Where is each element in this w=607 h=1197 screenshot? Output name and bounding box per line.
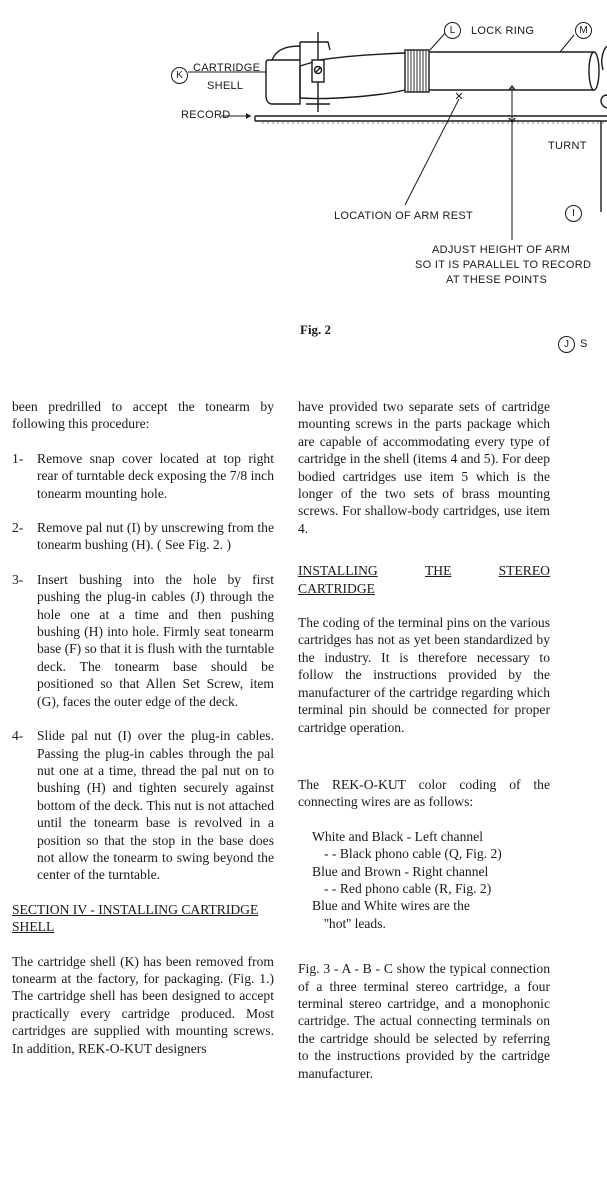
adjust-label-3: AT THESE POINTS	[446, 274, 548, 286]
callout-i: I	[565, 205, 582, 222]
wire-line: Blue and White wires are the	[312, 898, 470, 914]
step-text: Remove pal nut (I) by unscrewing from the tonearm bushing (H). ( See Fig. 2. )	[37, 520, 274, 553]
stereo-heading	[298, 562, 550, 597]
record-label: RECORD	[181, 109, 231, 121]
fig-caption: Fig. 2	[300, 322, 332, 337]
step-number: 2-	[12, 520, 24, 536]
step-number: 1-	[12, 450, 24, 466]
stereo-heading-word: CARTRIDGE	[298, 580, 375, 596]
coding-paragraph: The coding of the terminal pins on the various cartridges has not as yet been standardized by the industry. It is therefore necessary to follow the instructions provided by the manufacturer of the cartridge regarding which terminal pin should be connected for proper cartridge operation.	[298, 615, 550, 735]
stereo-heading-word: STEREO	[498, 563, 550, 579]
fig3-paragraph: Fig. 3 - A - B - C show the typical connection of a three terminal stereo cartridge, a four terminal stereo cartridge, and a monophonic cartridge. The actual connecting terminals on the cartridge should be selected by referring to the instructions provided by the cartridge manufacturer.	[298, 961, 550, 1081]
arm-rest-label: LOCATION OF ARM REST	[334, 210, 474, 222]
section-heading: SECTION IV - INSTALLING CARTRIDGE SHELL	[12, 901, 259, 935]
step-item	[12, 571, 274, 710]
wire-line: - - Red phono cable (R, Fig. 2)	[324, 880, 492, 896]
shell-paragraph: The cartridge shell (K) has been removed from tonearm at the factory, for packaging. (Fig. 1.) The cartridge shell has been designed to accept practically every cartridge produced. Most cartridges are supplied with mounting screws. In addition, REK-O-KUT designers	[12, 953, 274, 1056]
lock-ring-label: LOCK RING	[471, 25, 535, 37]
callout-l: L	[444, 22, 461, 39]
j-suffix-label: S	[580, 338, 588, 350]
step-number: 3-	[12, 571, 24, 587]
cartridge-shell-label-2: SHELL	[207, 80, 244, 92]
wire-line: ''hot'' leads.	[324, 915, 386, 931]
step-number: 4-	[12, 728, 24, 744]
step-item	[12, 450, 274, 502]
adjust-label-2: SO IT IS PARALLEL TO RECORD	[415, 259, 592, 271]
step-text: Remove snap cover located at top right rear of turntable deck exposing the 7/8 inch tonearm mounting hole.	[37, 450, 274, 501]
color-intro-paragraph: The REK-O-KUT color coding of the connecting wires are as follows:	[298, 776, 550, 810]
callout-m: M	[575, 22, 592, 39]
step-item	[12, 519, 274, 554]
step-text: Slide pal nut (I) over the plug-in cables. Passing the plug-in cables through the pal nut one at a time, thread the pal nut on to bushing (H) and tighten securely against bottom of the deck. This nut is not attached until the tonearm base is revolved in a position so that the stop in the base does not allow the tonearm to swing beyond the center of the turntable.	[37, 728, 274, 883]
wire-line: - - Black phono cable (Q, Fig. 2)	[324, 846, 502, 862]
right-column	[298, 398, 550, 1099]
left-column	[12, 398, 274, 1074]
callout-j: J	[558, 336, 575, 353]
adjust-label-1: ADJUST HEIGHT OF ARM	[432, 244, 571, 256]
turntable-label: TURNT	[548, 140, 587, 152]
intro-paragraph: been predrilled to accept the tonearm by following this procedure:	[12, 399, 274, 432]
wire-line: White and Black - Left channel	[312, 828, 483, 844]
tonearm-diagram	[0, 0, 607, 380]
stereo-heading-word: INSTALLING	[298, 563, 378, 579]
stereo-heading-word: THE	[424, 563, 452, 579]
step-text: Insert bushing into the hole by first pushing the plug-in cables (J) through the hole one at a time and then pushing bushing (H) into hole. Firmly seat tonearm base (F) so that it is flush with the turntable deck. The tonearm base should be positioned so that Allen Set Screw, item (G), faces the outer edge of the deck.	[37, 571, 274, 709]
continuation-paragraph: have provided two separate sets of cartridge mounting screws in the parts package which are capable of accommodating every type of cartridge in the shell (items 4 and 5). For deep bodied cartridges use item 5 which is the longer of the two sets of brass mounting screws. For shallow-body cartridges, use item 4.	[298, 399, 550, 536]
step-item	[12, 727, 274, 884]
wire-color-list	[312, 828, 550, 932]
callout-k: K	[171, 67, 188, 84]
cartridge-shell-label-1: CARTRIDGE	[193, 62, 261, 74]
wire-line: Blue and Brown - Right channel	[312, 863, 489, 879]
